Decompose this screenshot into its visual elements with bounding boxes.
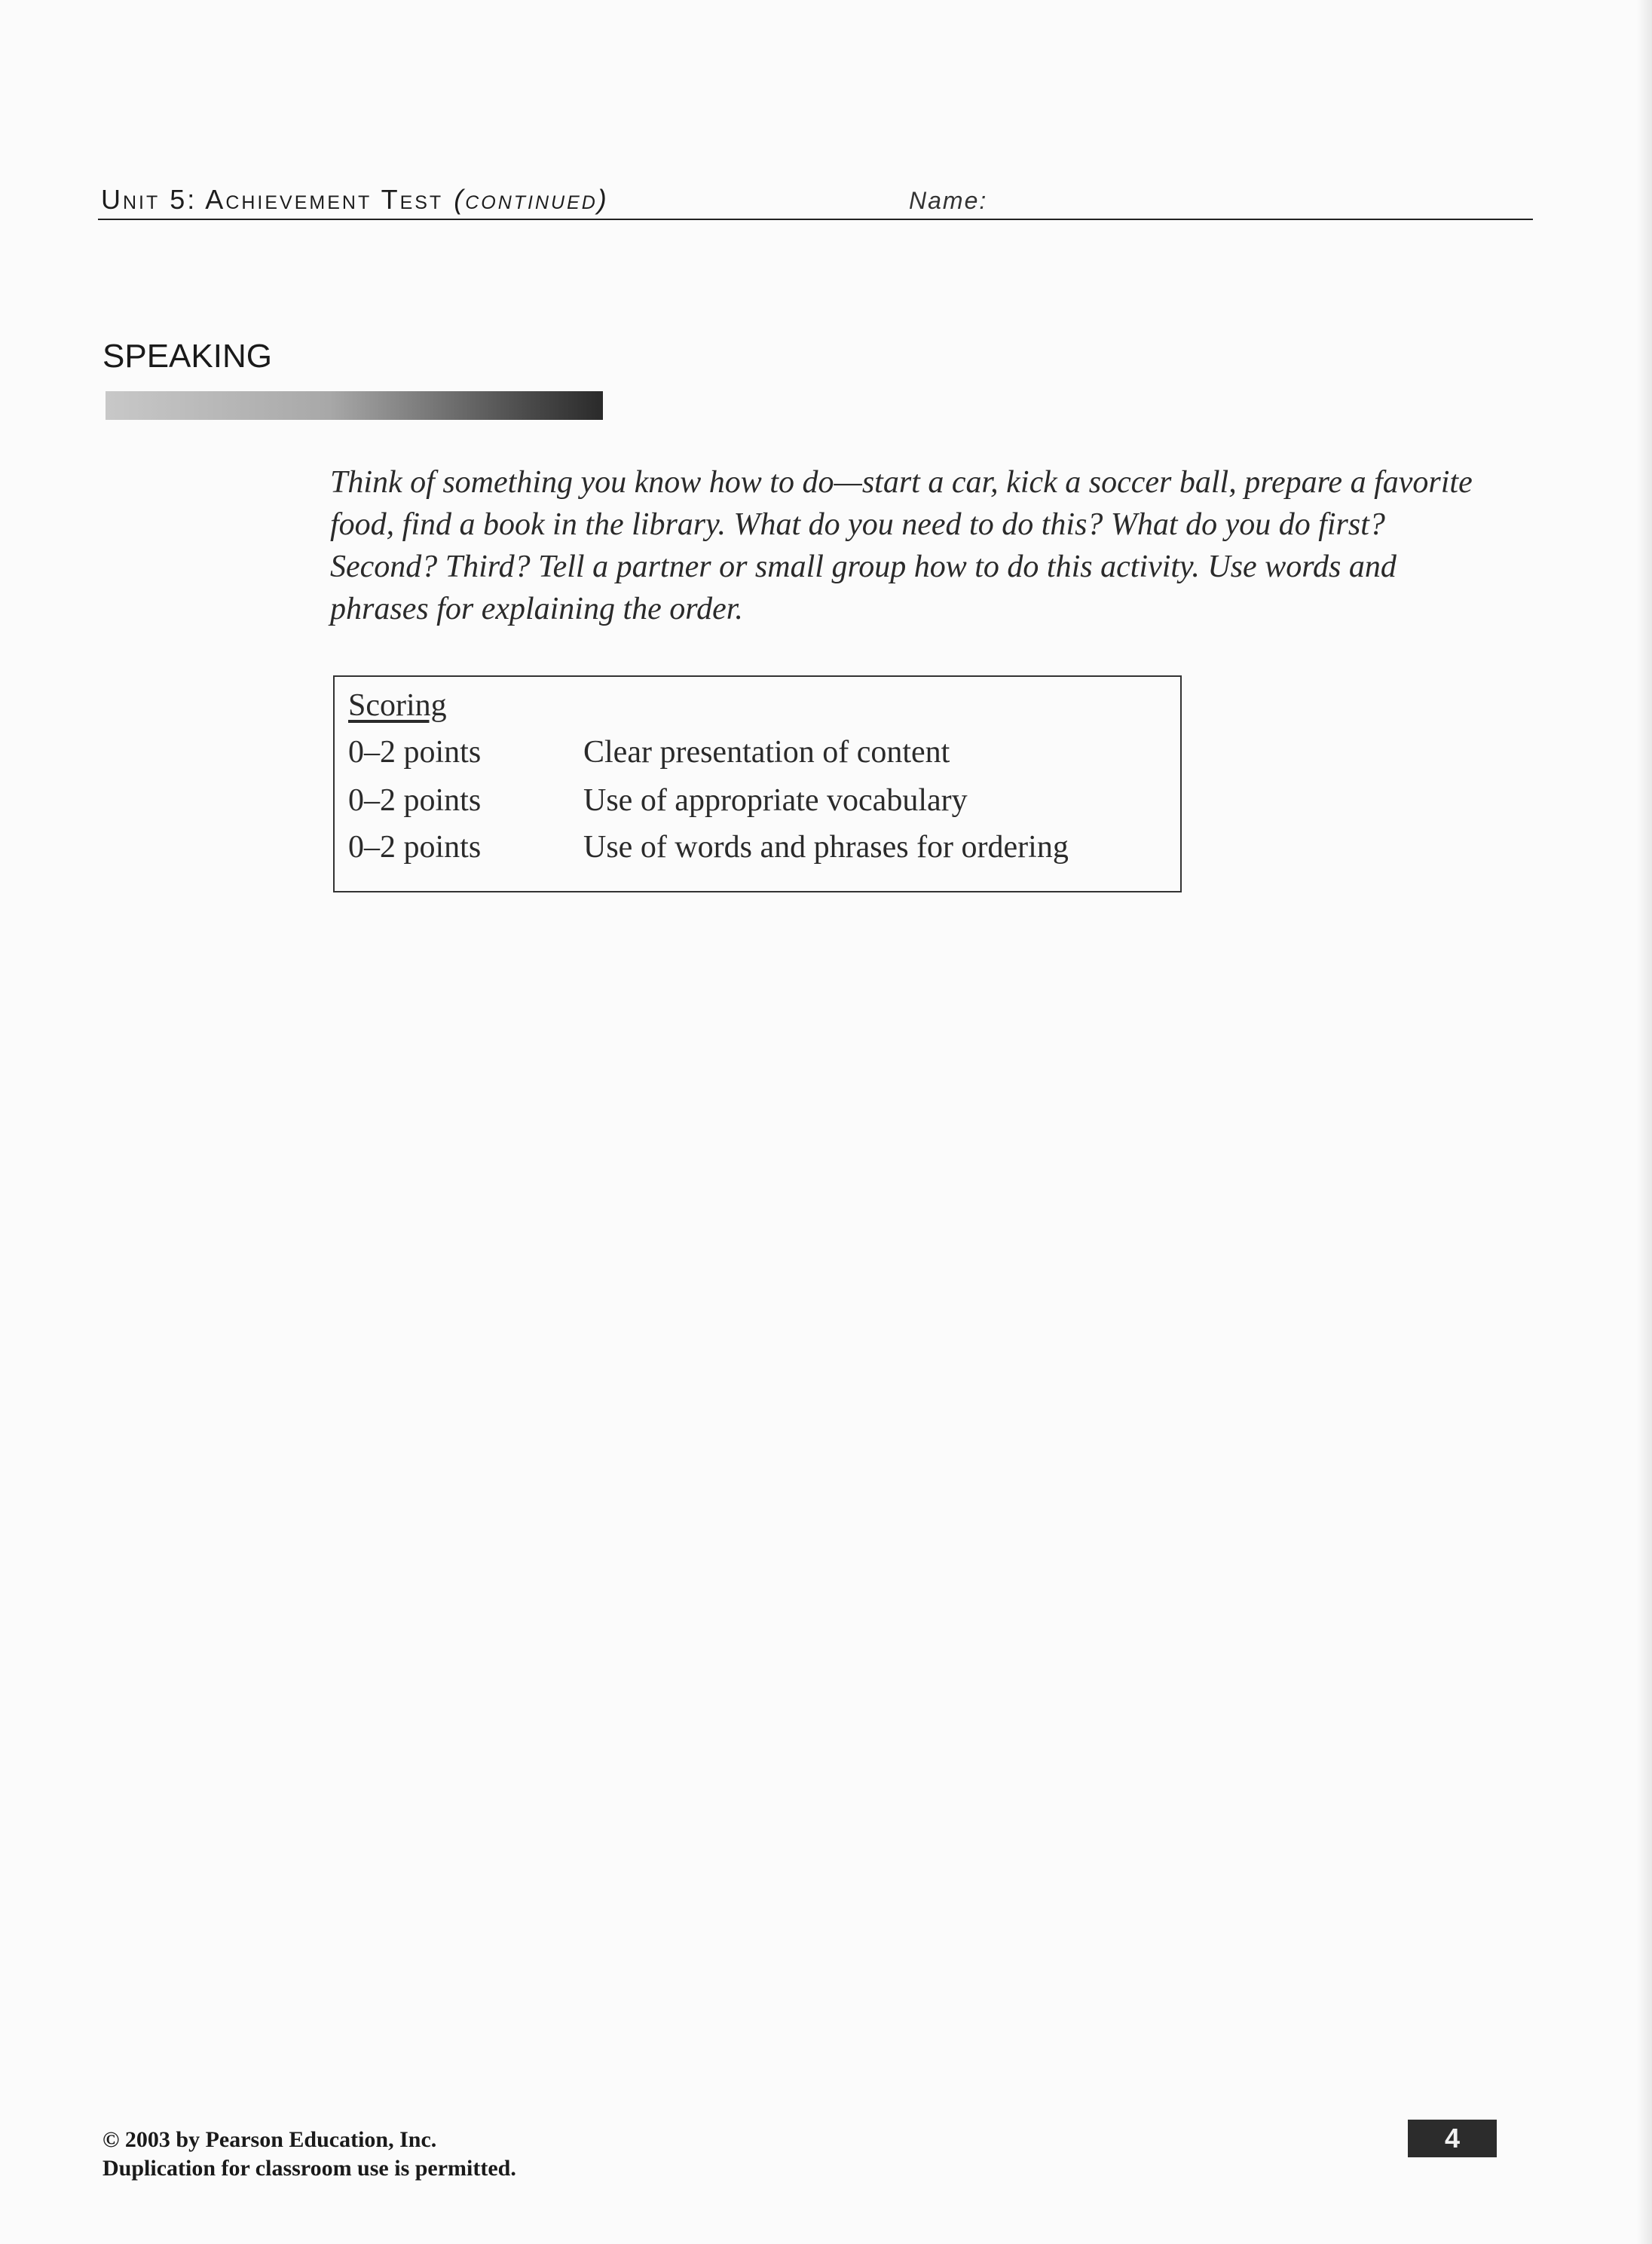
header-rule	[98, 219, 1533, 220]
scoring-points: 0–2 points	[348, 783, 482, 818]
scoring-box	[333, 675, 1182, 892]
footer-copyright-block	[102, 2126, 516, 2183]
scoring-title: Scoring	[348, 688, 447, 723]
scoring-points: 0–2 points	[348, 830, 482, 865]
scoring-row	[348, 829, 1170, 871]
scoring-description: Clear presentation of content	[583, 735, 950, 770]
copyright-line: © 2003 by Pearson Education, Inc.	[102, 2127, 437, 2152]
header-title	[101, 184, 609, 216]
page-header	[101, 184, 1533, 217]
instructions-text: Think of something you know how to do—start a car, kick a soccer ball, prepare a favorite food, find a book in the library. What do you need to do this? What do you do first? Second? Third? Tell a partner or small group how to do this activity. Use words and phrases for explaining the order.	[330, 465, 1473, 626]
header-title-text: Unit 5: Achievement Test	[101, 184, 444, 215]
scoring-description: Use of words and phrases for ordering	[583, 830, 1069, 865]
section-title: SPEAKING	[102, 338, 272, 375]
page-number: 4	[1408, 2120, 1497, 2157]
scoring-row	[348, 734, 1170, 776]
header-continued: (continued)	[454, 184, 609, 215]
scoring-row	[348, 782, 1170, 825]
section-bar	[106, 391, 603, 420]
page-edge-shadow	[1637, 0, 1652, 2244]
scoring-points: 0–2 points	[348, 735, 482, 770]
scoring-description: Use of appropriate vocabulary	[583, 783, 968, 818]
permission-line: Duplication for classroom use is permitted.	[102, 2156, 516, 2181]
name-label: Name:	[909, 187, 988, 214]
